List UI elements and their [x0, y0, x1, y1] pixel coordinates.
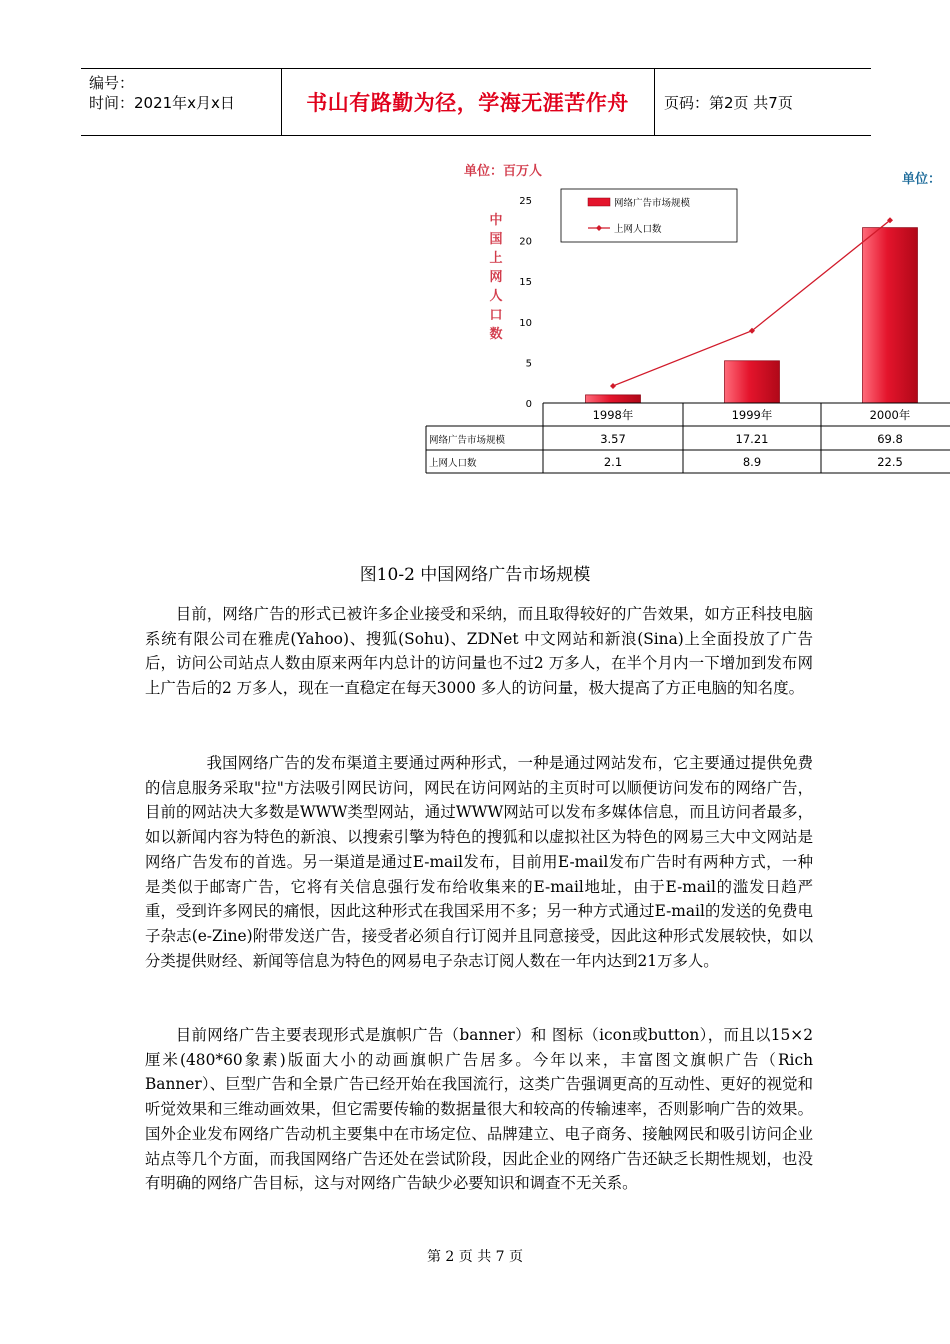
- chart: [400, 150, 950, 480]
- chart-svg: [400, 150, 950, 480]
- y-tick-label: 25: [519, 196, 532, 207]
- chart-unit-right: 单位：: [902, 172, 942, 187]
- x-category-label: 1999年: [731, 408, 773, 422]
- header-divider: [654, 69, 655, 135]
- bar: [586, 395, 641, 403]
- legend-label: 网络广告市场规模: [614, 198, 691, 209]
- table-value: 8.9: [742, 455, 762, 469]
- legend-label: 上网人口数: [614, 224, 662, 235]
- page-info: 页码：第2页 共7页: [664, 93, 793, 112]
- table-value: 3.57: [600, 432, 626, 446]
- paragraph-3: 目前网络广告主要表现形式是旗帜广告（banner）和 图标（icon或button），而且以15×2 厘米(480*60象素)版面大小的动画旗帜广告居多。今年以来，丰富图文旗帜广告（Rich Banner）、巨型广告和全景广告已经开始在我国流行，这类广告强调更高的互动性、更好的视觉和听觉效果和三维动画效果，但它需要传输的数据量很大和较高的传输速率，否则影响广告的效果。国外企业发布网络广告动机主要集中在市场定位、品牌建立、电子商务、接触网民和吸引访问企业站点等几个方面，而我国网络广告还处在尝试阶段，因此企业的网络广告还缺乏长期性规划，也没有明确的网络广告目标，这与对网络广告缺少必要知识和调查不无关系。: [145, 1026, 813, 1193]
- number-label: 编号：: [89, 74, 135, 92]
- y-tick-label: 20: [519, 236, 532, 248]
- bar: [863, 228, 918, 403]
- page-footer: 第 2 页 共 7 页: [426, 1249, 524, 1265]
- page-header: [81, 68, 871, 136]
- y-axis-label-char: 网: [489, 270, 503, 285]
- y-axis-ticks: [519, 196, 532, 410]
- y-axis-label-char: 国: [489, 232, 503, 247]
- line-point: [610, 383, 616, 389]
- x-category-label: 2000年: [869, 408, 911, 422]
- table-row-label: 上网人口数: [429, 458, 477, 469]
- time-label: 时间：2021年x月x日: [89, 94, 235, 112]
- y-tick-label: 15: [519, 277, 532, 289]
- y-axis-label-char: 数: [489, 327, 503, 342]
- paragraph-1: 目前，网络广告的形式已被许多企业接受和采纳，而且取得较好的广告效果，如方正科技电脑系统有限公司在雅虎(Yahoo)、搜狐(Sohu)、ZDNet 中文网站和新浪(Sina)上全面投放了广告后，访问公司站点人数由原来两年内总计的访问量也不过2 万多人，在半个月内一下增加到发布网上广告后的2 万多人，现在一直稳定在每天3000 多人的访问量，极大提高了方正电脑的知名度。: [145, 605, 813, 698]
- paragraph-2: 我国网络广告的发布渠道主要通过两种形式，一种是通过网站发布，它主要通过提供免费的信息服务采取"拉"方法吸引网民访问，网民在访问网站的主页时可以顺便访问发布的网络广告，目前的网站决大多数是WWW类型网站，通过WWW网站可以发布多媒体信息，而且访问者最多，如以新闻内容为特色的新浪、以搜索引擎为特色的搜狐和以虚拟社区为特色的网易三大中文网站是网络广告发布的首选。另一渠道是通过E-mail发布，目前用E-mail发布广告时有两种方式，一种是类似于邮寄广告，它将有关信息强行发布给收集来的E-mail地址，由于E-mail的滥发日趋严重，受到许多网民的痛恨，因此这种形式在我国采用不多；另一种方式通过E-mail的发送的免费电子杂志(e-Zine)附带发送广告，接受者必须自行订阅并且同意接受，因此这种形式发展较快，如以分类提供财经、新闻等信息为特色的网易电子杂志订阅人数在一年内达到21万多人。: [145, 754, 813, 970]
- y-tick-label: 5: [525, 358, 532, 370]
- bar: [725, 361, 780, 403]
- legend-swatch-bar: [588, 198, 610, 206]
- y-axis-label-char: 人: [489, 289, 503, 304]
- table-row-label: 网络广告市场规模: [429, 435, 506, 446]
- y-axis-label: [489, 212, 502, 342]
- table-value: 2.1: [603, 455, 623, 469]
- y-tick-label: 0: [525, 399, 532, 410]
- data-table: [426, 403, 950, 473]
- y-tick-label: 10: [519, 317, 532, 329]
- table-value: 69.8: [877, 432, 903, 446]
- legend: [561, 189, 737, 242]
- chart-unit-left: 单位：百万人: [464, 164, 543, 179]
- figure-caption: 图10-2 中国网络广告市场规模: [359, 565, 591, 585]
- y-axis-label-char: 上: [489, 251, 503, 266]
- x-category-label: 1998年: [592, 408, 634, 422]
- header-left: [89, 73, 235, 113]
- table-value: 17.21: [735, 432, 769, 446]
- table-value: 22.5: [877, 455, 903, 469]
- motto: 书山有路勤为径，学海无涯苦作舟: [306, 91, 629, 115]
- y-axis-label-char: 中: [489, 213, 503, 228]
- y-axis-label-char: 口: [489, 308, 503, 323]
